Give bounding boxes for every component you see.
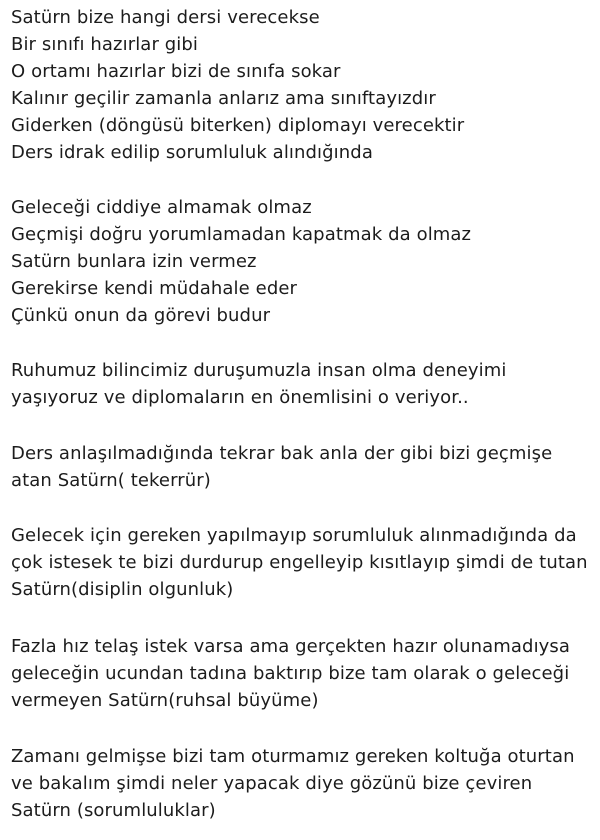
text-line: yaşıyoruz ve diplomaların en önemlisini o veriyor..	[11, 387, 469, 408]
text-line: atan Satürn( tekerrür)	[11, 470, 211, 491]
text-line: Gerekirse kendi müdahale eder	[11, 278, 298, 299]
text-line: Satürn bunlara izin vermez	[11, 251, 257, 272]
text-line: Fazla hız telaş istek varsa ama gerçekten hazır olunamadıysa	[11, 636, 571, 657]
text-line: Geçmişi doğru yorumlamadan kapatmak da olmaz	[11, 224, 472, 245]
text-line: Satürn(disiplin olgunluk)	[11, 579, 234, 600]
text-line: Zamanı gelmişse bizi tam oturmamız gereken koltuğa oturtan	[11, 746, 575, 767]
text-line: O ortamı hazırlar bizi de sınıfa sokar	[11, 61, 341, 82]
text-line: Ruhumuz bilincimiz duruşumuzla insan olma deneyimi	[11, 360, 507, 381]
text-line: Bir sınıfı hazırlar gibi	[11, 34, 199, 55]
text-line: Geleceği ciddiye almamak olmaz	[11, 197, 312, 218]
text-line: Çünkü onun da görevi budur	[11, 305, 271, 326]
text-line: Satürn (sorumluluklar)	[11, 800, 216, 821]
text-line: Giderken (döngüsü biterken) diplomayı verecektir	[11, 115, 465, 136]
text-line: ve bakalım şimdi neler yapacak diye gözünü bize çeviren	[11, 773, 533, 794]
text-line: geleceğin ucundan tadına baktırıp bize tam olarak o geleceği	[11, 663, 570, 684]
text-line: çok istesek te bizi durdurup engelleyip kısıtlayıp şimdi de tutan	[11, 552, 588, 573]
text-line: Ders idrak edilip sorumluluk alındığında	[11, 142, 373, 163]
text-line: Satürn bize hangi dersi verecekse	[11, 7, 320, 28]
text-line: Gelecek için gereken yapılmayıp sorumluluk alınmadığında da	[11, 525, 577, 546]
text-line: Ders anlaşılmadığında tekrar bak anla der gibi bizi geçmişe	[11, 443, 553, 464]
text-line: vermeyen Satürn(ruhsal büyüme)	[11, 690, 319, 711]
text-line: Kalınır geçilir zamanla anlarız ama sınıftayızdır	[11, 88, 436, 109]
